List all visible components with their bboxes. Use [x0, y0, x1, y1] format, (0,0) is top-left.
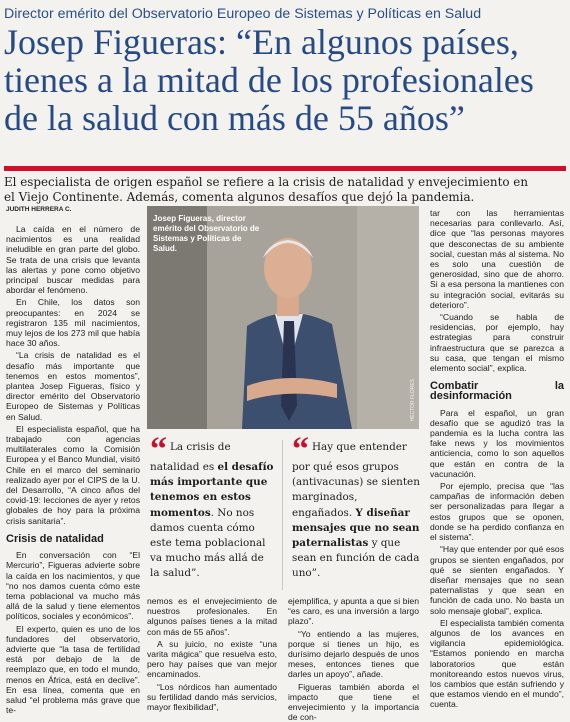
photo-caption: Josep Figueras, director emérito del Observatorio de Sistemas y Políticas de Salud. — [153, 214, 260, 253]
headline-line: tienes a la mitad de los profesionales — [4, 60, 534, 100]
red-rule — [4, 166, 566, 171]
dek — [4, 175, 564, 205]
column-4 — [430, 208, 564, 717]
paragraph: A su juicio, no existe “una varita mágica” que resuelva esto, pero hay países que van mejor encaminados. — [147, 638, 277, 680]
paragraph: La caída en el número de nacimientos es una realidad ineludible en gran parte del globo. Se trata de una crisis que levanta las alertas y pone como objetivo principal buscar medidas para abordar el fenómeno. — [6, 224, 140, 296]
paragraph: El especialista también comenta algunos de los avances en vigilancia epidemiológica. “Estamos poniendo en marcha laboratorios que están monitoreando estos nuevos virus, los cambios que están sufriendo y que estamos viendo en el mundo”, cuenta. — [430, 617, 564, 710]
paragraph: “Los nórdicos han aumentado su fertilidad dando más servicios, mayor flexibilidad”, — [147, 681, 277, 713]
headline-line: de la salud con más de 55 años” — [4, 98, 465, 138]
column-2 — [147, 596, 277, 717]
kicker: Director emérito del Observatorio Europeo de Sistemas y Políticas en Salud — [4, 6, 482, 22]
paragraph: “La crisis de natalidad es el desafío más importante que tenemos en estos momentos”, plantea Josep Figueras, físico y director emérito del Observatorio Europeo de Sistemas y Políticas en Salud. — [6, 350, 140, 422]
quote-end: ”. — [191, 567, 200, 580]
headline-line: Josep Figueras: “En algunos países, — [4, 22, 519, 62]
pull-quote-1 — [150, 431, 276, 582]
quote-text: y que sean en función de cada uno — [292, 537, 420, 580]
paragraph: Para el español, un gran desafío que se agudizó tras la pandemia es la lucha contra las fake news y los movimientos anticiencia, como lo son aquellos que están en contra de la vacunación. — [430, 407, 564, 479]
paragraph: El experto, quien es uno de los fundadores del observatorio, advierte que “la tasa de fertilidad está por debajo de la de reemplazo que, en todo el mundo, menos en África, está en declive”. En esa línea, comenta que en salud “el problema más grave que te- — [6, 623, 140, 716]
paragraph: “Yo entiendo a las mujeres, porque si tienes un hijo, es durísimo dejarlo después de unos meses, entonces tienes que darles un apoyo”, añade. — [288, 628, 419, 680]
paragraph: El especialista español, que ha trabajado con agencias multilaterales como la Comisión Europea y el Banco Mundial, visitó Chile en el marco del seminario realizado ayer por el CIPS de la U. del Desarrollo, “A cinco años del covid-19: lecciones de ayer y retos globales de hoy para la próxima crisis sanitaria”. — [6, 423, 140, 526]
paragraph: “Cuando se habla de residencias, por ejemplo, hay estrategias para construir infraestructura que se parezca a su casa, que tengan el mismo elemento social”, explica. — [430, 312, 564, 374]
quote-text: La crisis de natalidad es — [150, 441, 231, 473]
paragraph: tar con las herramientas necesarias para conllevarlo. Así, dice que “las personas mayores que desconectas de su ambiente social, cuestan más al sistema. No es solo una cuestión de generosidad, sino que de ahorro. Si a esa persona la mantienes con su integración social, evitarás su deterioro”. — [430, 208, 564, 310]
paragraph: Por ejemplo, precisa que “las campañas de información deben ser personalizadas para llegar a estos grupos que se oponen, donde se ha perdido confianza en el sistema”. — [430, 481, 564, 543]
quote-mark-icon: “ — [292, 431, 309, 468]
photo-credit: HÉCTOR FLORES — [410, 378, 416, 421]
column-1 — [6, 224, 140, 717]
paragraph: “Hay que entender por qué esos grupos se sienten engañados, por qué se sienten engañados. Y diseñar mensajes que no sean paternalistas y que sean en función de cada uno. No basta un solo mensaje global”, explica. — [430, 544, 564, 616]
paragraph: ejemplifica, y apunta a que si bien “es caro, es una inversión a largo plazo”. — [288, 596, 419, 627]
paragraph: En conversación con “El Mercurio”, Figueras advierte sobre la caída en los nacimientos, y que “no nos damos cuenta cómo este tema poblacional va mucho más allá de la salud y tiene elementos políticos, sociales y económicos”. — [6, 550, 140, 622]
quote-emphasis: Y diseñar mensajes que no sean paternalistas — [292, 506, 420, 550]
section-heading: Combatir la desinformación — [430, 380, 564, 403]
headline — [4, 23, 534, 137]
quote-mark-icon: “ — [150, 431, 167, 468]
paragraph: En Chile, los datos son preocupantes: en 2024 se registraron 135 mil nacimientos, muy lejos de los 273 mil que había hace 30 años. — [6, 297, 140, 349]
quote-text: . No nos damos cuenta cómo este tema poblacional va mucho más allá de la salud — [150, 506, 266, 580]
portrait-photo — [147, 206, 419, 429]
byline: JUDITH HERRERA C. — [6, 206, 72, 213]
quote-text: Hay que entender por qué esos grupos (antivacunas) se sienten marginados, engañados. — [292, 441, 420, 519]
paragraph: nemos es el envejecimiento de nuestros profesionales. En algunos países tienes a la mitad con más de 55 años”. — [147, 596, 277, 637]
quote-divider — [282, 440, 283, 590]
column-3 — [288, 596, 419, 722]
dek-line: El especialista de origen español se refiere a la crisis de natalidad y envejecimiento en — [4, 175, 528, 189]
quote-emphasis: el desafío más importante que tenemos en estos momentos — [150, 461, 274, 519]
section-heading: Crisis de natalidad — [6, 532, 104, 545]
paragraph: Figueras también aborda el impacto que tiene el envejecimiento y la importancia de con- — [288, 681, 419, 722]
pull-quote-2 — [292, 431, 420, 582]
dek-line: el Viejo Continente. Además, comenta algunos desafíos que dejó la pandemia. — [4, 190, 475, 204]
quote-end: ”. — [311, 567, 321, 580]
